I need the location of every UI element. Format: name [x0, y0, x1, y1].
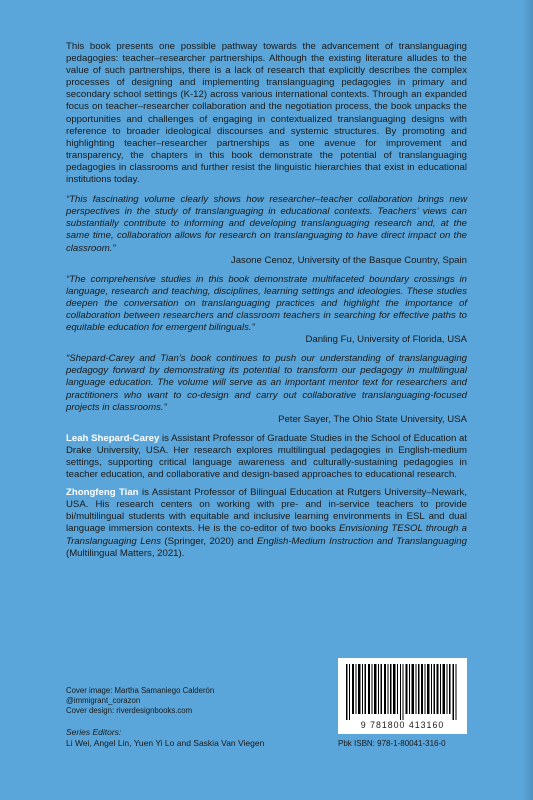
credit-design: Cover design: riverdesignbooks.com	[66, 705, 193, 715]
book-title-1: Envisioning TESOL through a Translanguaging Lens	[66, 523, 467, 547]
isbn-label: Pbk ISBN: 978-1-80041-316-0	[338, 739, 446, 748]
series-editors-label: Series Editors:	[66, 727, 122, 737]
spine-shadow	[523, 0, 533, 800]
author-bio-text-1: is Assistant Professor of Graduate Studies in the School of Education at Drake University, USA. Her research explores multilingual pedagogies in English-medium settings, supporting critical language awareness and culturally-sustaining pedagogies in teacher education, and collaborative and design-based approaches to educational research.	[66, 432, 467, 481]
series-editors-names: Li Wei, Angel Lin, Yuen Yi Lo and Saskia Van Viegen	[66, 738, 265, 748]
author-name-1: Leah Shepard-Carey	[66, 432, 160, 444]
author-bio-text-2a: is Assistant Professor of Bilingual Education at Rutgers University–Newark, USA. His research centers on working with pre- and in-service teachers to provide bi/multilingual students with equitable and inclusive learning environments in ESL and dual language immersion contexts. He is the co-editor of two books	[66, 487, 467, 535]
endorsement-quote-2: “The comprehensive studies in this book demonstrate multifaceted boundary crossings in language, research and teaching, disciplines, learning settings and ideologies. These studies deepen the conversation on translanguaging practices and highlight the importance of collaboration between researchers and classroom teachers in searching for effective paths to equitable education for emergent bilinguals.”	[66, 273, 467, 334]
endorsement-attribution-1: Jasone Cenoz, University of the Basque Country, Spain	[230, 254, 467, 266]
author-bio-text-2b: (Springer, 2020) and	[161, 535, 257, 547]
book-description: This book presents one possible pathway towards the advancement of translanguaging pedagogies: teacher–researcher partnerships. Although the existing literature alludes to the value of such partnerships, there is a lack of research that explicitly describes the complex processes of designing and implementing translanguaging pedagogies in primary and secondary school settings (K-12) across various international contexts. Through an expanded focus on teacher–researcher collaboration and the negotiation process, the book unpacks the opportunities and challenges of engaging in contextualized translanguaging designs with reference to broader ideological discourses and systemic structures. By promoting and highlighting teacher–researcher partnerships as one avenue for improvement and transparency, the chapters in this book demonstrate the potential of translanguaging pedagogies in classrooms and further resist the linguistic hierarchies that exist in educational institutions today.	[66, 41, 467, 186]
author-bio-1	[66, 433, 467, 481]
credit-image: Cover image: Martha Samaniego Calderón	[66, 686, 215, 695]
barcode	[338, 658, 467, 734]
cover-credits	[66, 686, 214, 715]
barcode-bars-icon	[344, 664, 461, 720]
book-title-2: English-Medium Instruction and Translanguaging	[256, 535, 467, 547]
barcode-digits: 9 781800 413160	[360, 720, 445, 730]
back-cover-text	[66, 41, 467, 566]
series-editors	[66, 727, 264, 749]
endorsement-attribution-2: Danling Fu, University of Florida, USA	[305, 334, 467, 346]
endorsement-attribution-3: Peter Sayer, The Ohio State University, USA	[278, 413, 467, 425]
author-name-2: Zhongfeng Tian	[66, 487, 139, 499]
endorsement-quote-1: “This fascinating volume clearly shows how researcher–teacher collaboration brings new perspectives in the study of translanguaging in educational contexts. Teachers’ views can substantially contribute to informing and developing translanguaging research and, at the same time, collaboration allows for research on translanguaging to have direct impact on the classroom.”	[66, 194, 467, 254]
credit-handle: @immigrant_corazon	[66, 695, 141, 705]
endorsement-quote-3: “Shepard-Carey and Tian’s book continues to push our understanding of translanguaging pedagogy forward by demonstrating its potential to transform our pedagogy in multilingual language education. The volume will serve as an important mentor text for researchers and practitioners who want to co-design and carry out collaborative translanguaging-focused projects in classrooms.”	[66, 353, 467, 413]
author-bio-2	[66, 487, 467, 560]
author-bio-text-2c: (Multilingual Matters, 2021).	[66, 547, 185, 559]
